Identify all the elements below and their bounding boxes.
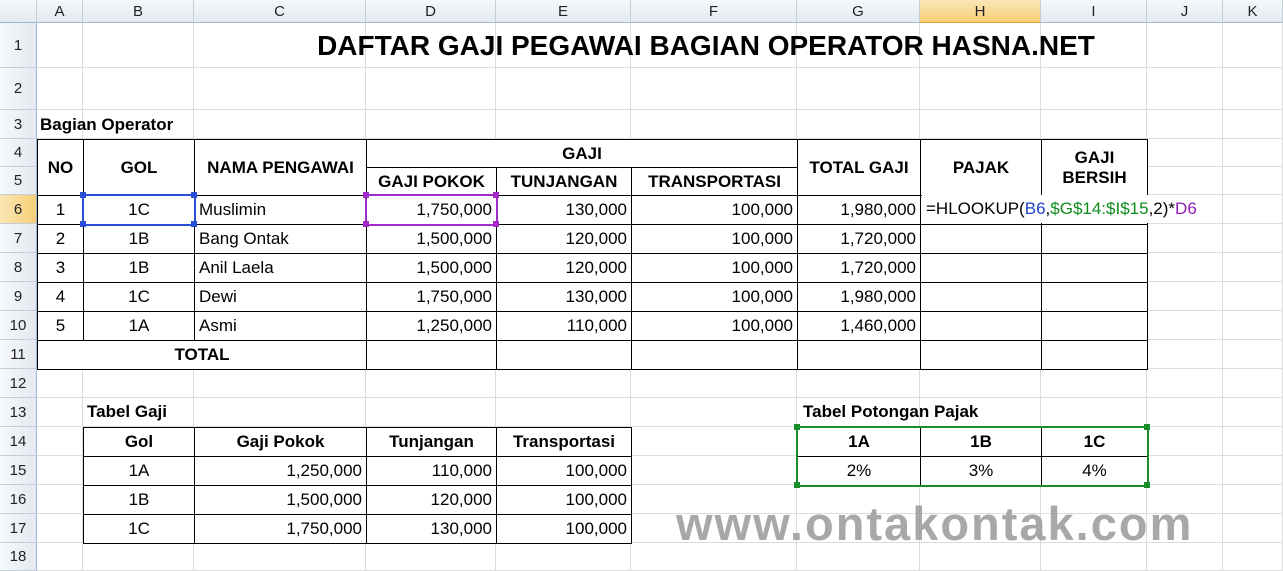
cell-total-gaji[interactable]: 1,980,000 (797, 282, 921, 312)
column-header-c[interactable]: C (194, 0, 366, 23)
cell-transportasi[interactable]: 100,000 (631, 224, 798, 254)
cell-pajak[interactable] (920, 224, 1042, 254)
column-header-e[interactable]: E (496, 0, 631, 23)
row-header-15[interactable]: 15 (0, 456, 37, 485)
cell-nama[interactable]: Anil Laela (194, 253, 367, 283)
watermark: www.ontakontak.com (676, 497, 1194, 550)
cell-nama[interactable]: Asmi (194, 311, 367, 341)
tabel-gaji-header[interactable]: Gol (83, 427, 195, 457)
tabel-gaji-cell[interactable]: 1A (83, 456, 195, 486)
range-handle[interactable] (493, 192, 499, 198)
sheet-title: DAFTAR GAJI PEGAWAI BAGIAN OPERATOR HASNA.NET (317, 29, 1095, 61)
row-header-1[interactable]: 1 (0, 23, 37, 68)
tabel-gaji-cell[interactable]: 100,000 (496, 485, 632, 515)
range-handle[interactable] (363, 192, 369, 198)
formula-part-sep1: , (1045, 199, 1051, 218)
header-gaji-pokok[interactable]: GAJI POKOK (366, 167, 497, 196)
row-header-13[interactable]: 13 (0, 398, 37, 427)
cell-no[interactable]: 5 (37, 311, 84, 341)
cell-transportasi[interactable]: 100,000 (631, 311, 798, 341)
tabel-gaji-cell[interactable]: 1B (83, 485, 195, 515)
header-gaji-bersih[interactable] (1041, 139, 1148, 196)
row-header-2[interactable]: 2 (0, 68, 37, 110)
range-handle[interactable] (794, 424, 800, 430)
range-handle[interactable] (1144, 482, 1150, 488)
cell-total-gaji[interactable]: 1,980,000 (797, 195, 921, 225)
cell-gol[interactable]: 1C (83, 282, 195, 312)
column-header-f[interactable]: F (631, 0, 797, 23)
cell-no[interactable]: 3 (37, 253, 84, 283)
cell-total[interactable] (366, 340, 497, 370)
formula-part-ref2: $G$14:$I$15 (1050, 199, 1149, 218)
column-header-k[interactable]: K (1223, 0, 1283, 23)
row-header-3[interactable]: 3 (0, 110, 37, 139)
column-header-a[interactable]: A (37, 0, 83, 23)
range-handle[interactable] (493, 221, 499, 227)
cell-total[interactable] (1041, 340, 1148, 370)
formula-editor[interactable] (922, 195, 1197, 223)
row-header-4[interactable]: 4 (0, 139, 37, 167)
formula-part-ref1: B6 (1024, 199, 1046, 218)
header-transportasi[interactable]: TRANSPORTASI (631, 167, 798, 196)
cell-pajak[interactable] (920, 311, 1042, 341)
cell-total-gaji[interactable]: 1,720,000 (797, 253, 921, 283)
cell-tunjangan[interactable]: 130,000 (496, 282, 632, 312)
header-gaji-bersih-line1: GAJI (1074, 147, 1115, 167)
row-header-18[interactable]: 18 (0, 543, 37, 571)
cell-gaji-pokok[interactable]: 1,750,000 (366, 195, 497, 225)
header-pajak[interactable]: PAJAK (920, 139, 1042, 196)
header-gaji[interactable]: GAJI (366, 139, 798, 168)
tabel-pajak-value[interactable]: 4% (1041, 456, 1148, 486)
cell-gaji-pokok[interactable]: 1,750,000 (366, 282, 497, 312)
cell-total[interactable] (797, 340, 921, 370)
column-header-j[interactable]: J (1147, 0, 1223, 23)
cell-nama[interactable]: Dewi (194, 282, 367, 312)
cell-nama[interactable]: Muslimin (194, 195, 367, 225)
cell-gaji-bersih[interactable] (1041, 253, 1148, 283)
tabel-pajak-header[interactable]: 1B (920, 427, 1042, 457)
cell-gaji-pokok[interactable]: 1,500,000 (366, 253, 497, 283)
formula-part-mid: ,2)* (1148, 199, 1176, 218)
row-header-17[interactable]: 17 (0, 514, 37, 543)
tabel-gaji-label: Tabel Gaji (87, 402, 167, 421)
tabel-pajak-header[interactable]: 1C (1041, 427, 1148, 457)
formula-part-prefix: =HLOOKUP( (926, 199, 1025, 218)
tabel-gaji-cell[interactable]: 130,000 (366, 514, 497, 544)
cell-no[interactable]: 4 (37, 282, 84, 312)
tabel-pajak-value[interactable]: 2% (797, 456, 921, 486)
row-header-6[interactable]: 6 (0, 195, 37, 224)
tabel-gaji-cell[interactable]: 120,000 (366, 485, 497, 515)
cell-nama[interactable]: Bang Ontak (194, 224, 367, 254)
tabel-gaji-cell[interactable]: 1,750,000 (194, 514, 367, 544)
column-header-b[interactable]: B (83, 0, 194, 23)
header-total-gaji[interactable]: TOTAL GAJI (797, 139, 921, 196)
range-handle[interactable] (80, 192, 86, 198)
column-header-g[interactable]: G (797, 0, 920, 23)
cell-gol[interactable]: 1C (83, 195, 195, 225)
gridline-horizontal (37, 397, 1283, 398)
select-all-corner[interactable] (0, 0, 37, 23)
cell-gol[interactable]: 1A (83, 311, 195, 341)
tabel-gaji-cell[interactable]: 100,000 (496, 456, 632, 486)
column-header-h[interactable]: H (920, 0, 1041, 23)
row-header-9[interactable]: 9 (0, 282, 37, 311)
cell-pajak[interactable] (920, 282, 1042, 312)
row-header-10[interactable]: 10 (0, 311, 37, 340)
cell-total-gaji[interactable]: 1,460,000 (797, 311, 921, 341)
row-header-16[interactable]: 16 (0, 485, 37, 514)
cell-tunjangan[interactable]: 110,000 (496, 311, 632, 341)
cell-transportasi[interactable]: 100,000 (631, 195, 798, 225)
header-gol[interactable]: GOL (83, 139, 195, 196)
column-header-d[interactable]: D (366, 0, 496, 23)
column-header-i[interactable]: I (1041, 0, 1147, 23)
tabel-gaji-cell[interactable]: 1,500,000 (194, 485, 367, 515)
section-label: Bagian Operator (40, 115, 174, 134)
header-tunjangan[interactable]: TUNJANGAN (496, 167, 632, 196)
row-header-7[interactable]: 7 (0, 224, 37, 253)
range-handle[interactable] (1144, 424, 1150, 430)
tabel-gaji-cell[interactable]: 100,000 (496, 514, 632, 544)
cell-total[interactable] (920, 340, 1042, 370)
row-header-14[interactable]: 14 (0, 427, 37, 456)
row-header-11[interactable]: 11 (0, 340, 37, 369)
cell-total-gaji[interactable]: 1,720,000 (797, 224, 921, 254)
cell-tunjangan[interactable]: 120,000 (496, 253, 632, 283)
tabel-gaji-cell[interactable]: 1,250,000 (194, 456, 367, 486)
range-handle[interactable] (363, 221, 369, 227)
header-nama-pengawai[interactable]: NAMA PENGAWAI (194, 139, 367, 196)
header-no[interactable]: NO (37, 139, 84, 196)
tabel-gaji-cell[interactable]: 110,000 (366, 456, 497, 486)
row-header-8[interactable]: 8 (0, 253, 37, 282)
cell-gaji-pokok[interactable]: 1,250,000 (366, 311, 497, 341)
range-handle[interactable] (80, 221, 86, 227)
header-gaji-bersih-line2: BERSIH (1062, 167, 1127, 187)
range-handle[interactable] (191, 221, 197, 227)
cell-gaji-bersih[interactable] (1041, 282, 1148, 312)
tabel-gaji-header[interactable]: Transportasi (496, 427, 632, 457)
cell-gol[interactable]: 1B (83, 224, 195, 254)
cell-no[interactable]: 2 (37, 224, 84, 254)
range-handle[interactable] (191, 192, 197, 198)
range-handle[interactable] (794, 482, 800, 488)
cell-tunjangan[interactable]: 130,000 (496, 195, 632, 225)
cell-transportasi[interactable]: 100,000 (631, 282, 798, 312)
tabel-pajak-value[interactable]: 3% (920, 456, 1042, 486)
cell-no[interactable]: 1 (37, 195, 84, 225)
cell-pajak[interactable] (920, 253, 1042, 283)
cell-total[interactable] (631, 340, 798, 370)
tabel-gaji-cell[interactable]: 1C (83, 514, 195, 544)
tabel-gaji-header[interactable]: Tunjangan (366, 427, 497, 457)
total-label[interactable]: TOTAL (37, 340, 367, 370)
cell-gol[interactable]: 1B (83, 253, 195, 283)
cell-total[interactable] (496, 340, 632, 370)
formula-part-ref3: D6 (1175, 199, 1197, 218)
gridline-horizontal (37, 109, 1283, 110)
cell-tunjangan[interactable]: 120,000 (496, 224, 632, 254)
gridline-vertical (1222, 23, 1223, 571)
row-header-5[interactable]: 5 (0, 167, 37, 195)
cell-gaji-pokok[interactable]: 1,500,000 (366, 224, 497, 254)
tabel-gaji-header[interactable]: Gaji Pokok (194, 427, 367, 457)
row-header-12[interactable]: 12 (0, 369, 37, 398)
cell-transportasi[interactable]: 100,000 (631, 253, 798, 283)
tabel-pajak-header[interactable]: 1A (797, 427, 921, 457)
tabel-pajak-label: Tabel Potongan Pajak (803, 402, 979, 421)
cell-gaji-bersih[interactable] (1041, 311, 1148, 341)
cell-gaji-bersih[interactable] (1041, 224, 1148, 254)
